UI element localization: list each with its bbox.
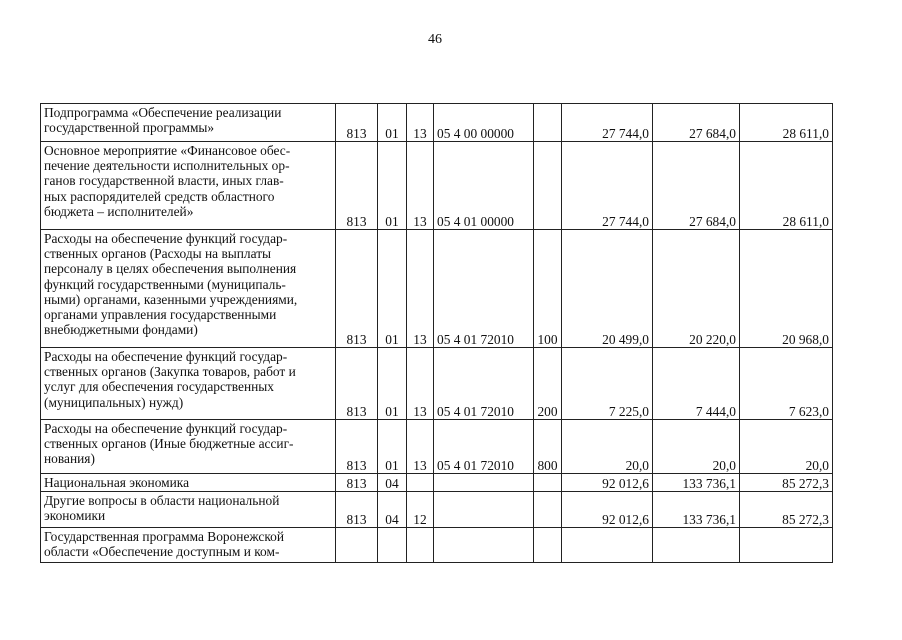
admin-code-cell: 813	[336, 104, 378, 142]
table-row	[41, 104, 833, 142]
amount-year1-cell: 27 744,0	[562, 142, 653, 230]
expense-kind-cell: 800	[534, 420, 562, 474]
description-cell: Расходы на обеспечение функций государ- ственных органов (Иные бюджетные ассиг- нования)	[41, 420, 336, 474]
amount-year2-cell: 133 736,1	[653, 474, 740, 492]
description-cell: Национальная экономика	[41, 474, 336, 492]
admin-code-cell: 813	[336, 230, 378, 348]
amount-year2-cell: 20 220,0	[653, 230, 740, 348]
section-code-cell: 04	[378, 474, 407, 492]
admin-code-cell: 813	[336, 348, 378, 420]
table-row	[41, 420, 833, 474]
amount-year1-cell: 7 225,0	[562, 348, 653, 420]
admin-code-cell: 813	[336, 420, 378, 474]
target-article-cell: 05 4 01 72010	[434, 420, 534, 474]
subsection-code-cell: 12	[407, 492, 434, 528]
target-article-cell: 05 4 00 00000	[434, 104, 534, 142]
description-cell: Расходы на обеспечение функций государ- ственных органов (Расходы на выплаты персоналу в целях обеспечения выполнения функций государственными (муниципаль- ными) органами, казенными учреждениями, органами управления государственными внебюджетными фондами)	[41, 230, 336, 348]
amount-year2-cell: 27 684,0	[653, 142, 740, 230]
admin-code-cell: 813	[336, 474, 378, 492]
admin-code-cell: 813	[336, 142, 378, 230]
amount-year3-cell	[740, 528, 833, 563]
target-article-cell	[434, 492, 534, 528]
target-article-cell	[434, 528, 534, 563]
description-cell: Подпрограмма «Обеспечение реализации государственной программы»	[41, 104, 336, 142]
subsection-code-cell: 13	[407, 348, 434, 420]
table-row	[41, 492, 833, 528]
expense-kind-cell	[534, 104, 562, 142]
table-row	[41, 142, 833, 230]
amount-year1-cell	[562, 528, 653, 563]
budget-table-body	[41, 104, 833, 563]
target-article-cell	[434, 474, 534, 492]
amount-year1-cell: 92 012,6	[562, 474, 653, 492]
target-article-cell: 05 4 01 72010	[434, 230, 534, 348]
amount-year3-cell: 28 611,0	[740, 104, 833, 142]
section-code-cell: 01	[378, 104, 407, 142]
amount-year2-cell: 20,0	[653, 420, 740, 474]
amount-year3-cell: 20 968,0	[740, 230, 833, 348]
amount-year3-cell: 85 272,3	[740, 474, 833, 492]
amount-year1-cell: 92 012,6	[562, 492, 653, 528]
admin-code-cell	[336, 528, 378, 563]
description-cell: Другие вопросы в области национальной экономики	[41, 492, 336, 528]
subsection-code-cell: 13	[407, 420, 434, 474]
amount-year2-cell: 27 684,0	[653, 104, 740, 142]
description-cell: Расходы на обеспечение функций государ- ственных органов (Закупка товаров, работ и услуг для обеспечения государственных (муниципальных) нужд)	[41, 348, 336, 420]
amount-year3-cell: 85 272,3	[740, 492, 833, 528]
section-code-cell: 01	[378, 420, 407, 474]
subsection-code-cell: 13	[407, 142, 434, 230]
expense-kind-cell	[534, 474, 562, 492]
section-code-cell: 01	[378, 230, 407, 348]
expense-kind-cell	[534, 528, 562, 563]
subsection-code-cell	[407, 528, 434, 563]
amount-year2-cell	[653, 528, 740, 563]
expense-kind-cell	[534, 492, 562, 528]
admin-code-cell: 813	[336, 492, 378, 528]
amount-year1-cell: 20 499,0	[562, 230, 653, 348]
table-row	[41, 474, 833, 492]
table-row	[41, 528, 833, 563]
expense-kind-cell	[534, 142, 562, 230]
amount-year3-cell: 20,0	[740, 420, 833, 474]
amount-year1-cell: 27 744,0	[562, 104, 653, 142]
section-code-cell	[378, 528, 407, 563]
target-article-cell: 05 4 01 00000	[434, 142, 534, 230]
page-number: 46	[428, 32, 442, 47]
section-code-cell: 01	[378, 348, 407, 420]
subsection-code-cell: 13	[407, 104, 434, 142]
subsection-code-cell: 13	[407, 230, 434, 348]
amount-year1-cell: 20,0	[562, 420, 653, 474]
target-article-cell: 05 4 01 72010	[434, 348, 534, 420]
table-row	[41, 230, 833, 348]
table-row	[41, 348, 833, 420]
section-code-cell: 01	[378, 142, 407, 230]
section-code-cell: 04	[378, 492, 407, 528]
description-cell: Основное мероприятие «Финансовое обес- печение деятельности исполнительных ор- ганов государственной власти, иных глав- ных распорядителей средств областного бюджета – исполнителей»	[41, 142, 336, 230]
amount-year2-cell: 133 736,1	[653, 492, 740, 528]
expense-kind-cell: 100	[534, 230, 562, 348]
amount-year2-cell: 7 444,0	[653, 348, 740, 420]
subsection-code-cell	[407, 474, 434, 492]
expense-kind-cell: 200	[534, 348, 562, 420]
amount-year3-cell: 28 611,0	[740, 142, 833, 230]
budget-table	[40, 103, 833, 563]
description-cell: Государственная программа Воронежской области «Обеспечение доступным и ком-	[41, 528, 336, 563]
amount-year3-cell: 7 623,0	[740, 348, 833, 420]
